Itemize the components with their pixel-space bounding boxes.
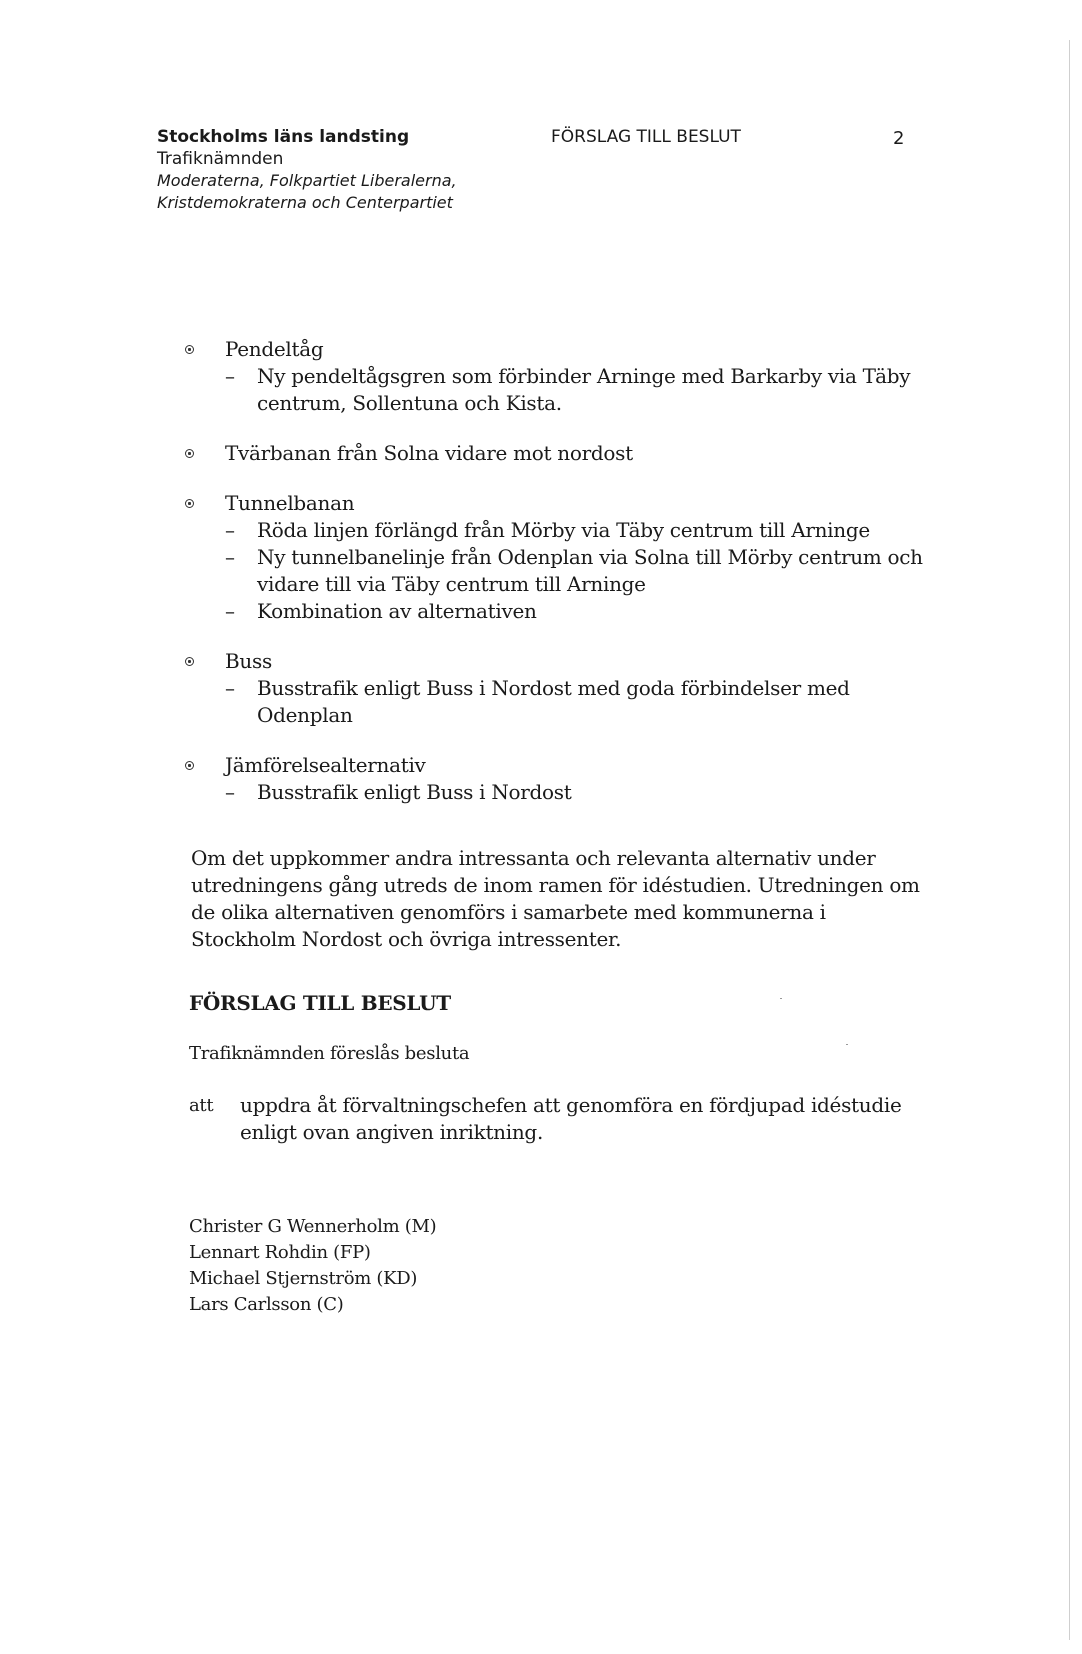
alternative-title: Tunnelbanan bbox=[225, 491, 355, 515]
decision-clause bbox=[189, 1092, 929, 1146]
organization-name: Stockholms läns landsting bbox=[157, 127, 410, 147]
dash-icon: – bbox=[225, 545, 235, 569]
alternative-buss bbox=[185, 648, 925, 729]
bullet-icon bbox=[185, 449, 194, 458]
list-item: – Kombination av alternativen bbox=[225, 599, 537, 623]
sub-items bbox=[225, 779, 925, 806]
list-item: – Ny tunnelbanelinje från Odenplan via Solna till Mörby centrum och vidare till via Täby centrum till Arninge bbox=[225, 545, 923, 596]
alternative-title: Jämförelsealternativ bbox=[225, 753, 426, 777]
sub-items bbox=[225, 363, 925, 417]
list-item: – Busstrafik enligt Buss i Nordost med goda förbindelser med Odenplan bbox=[225, 676, 850, 727]
list-item: – Ny pendeltågsgren som förbinder Arninge med Barkarby via Täby centrum, Sollentuna och Kista. bbox=[225, 364, 911, 415]
signatory: Christer G Wennerholm (M) bbox=[189, 1216, 437, 1237]
signatory: Lars Carlsson (C) bbox=[189, 1294, 344, 1315]
alternative-jamforelse bbox=[185, 752, 925, 806]
sub-items bbox=[225, 675, 925, 729]
bullet-icon bbox=[185, 499, 194, 508]
dash-icon: – bbox=[225, 676, 235, 700]
dash-icon: – bbox=[225, 780, 235, 804]
body-paragraph: Om det uppkommer andra intressanta och relevanta alternativ under utredningens gång utreds de inom ramen för idéstudien. Utredningen om de olika alternativen genomförs i samarbete med kommunerna i Stockholm Nordost och övriga intressenter. bbox=[191, 846, 920, 951]
bullet-icon bbox=[185, 657, 194, 666]
letterhead bbox=[157, 126, 917, 214]
department-name: Trafiknämnden bbox=[157, 149, 284, 169]
dash-icon: – bbox=[225, 364, 235, 388]
list-item: – Busstrafik enligt Buss i Nordost bbox=[225, 780, 572, 804]
proposer-line: Trafiknämnden föreslås besluta bbox=[189, 1043, 470, 1064]
page-edge bbox=[1069, 40, 1070, 1640]
decision-text: uppdra åt förvaltningschefen att genomföra en fördjupad idéstudie enligt ovan angiven inriktning. bbox=[240, 1093, 902, 1144]
signature-list bbox=[189, 1214, 436, 1318]
att-label: att bbox=[189, 1095, 214, 1116]
alternative-tunnelbanan bbox=[185, 490, 925, 625]
signatory: Michael Stjernström (KD) bbox=[189, 1268, 418, 1289]
list-item: – Röda linjen förlängd från Mörby via Täby centrum till Arninge bbox=[225, 518, 870, 542]
page-number: 2 bbox=[893, 128, 905, 149]
bullet-icon bbox=[185, 761, 194, 770]
parties-line-2: Kristdemokraterna och Centerpartiet bbox=[157, 193, 453, 212]
signatory: Lennart Rohdin (FP) bbox=[189, 1242, 371, 1263]
scan-speck bbox=[846, 1044, 848, 1045]
alternative-title: Buss bbox=[225, 649, 272, 673]
alternative-pendeltag bbox=[185, 336, 925, 417]
sub-items bbox=[225, 517, 925, 625]
section-heading: FÖRSLAG TILL BESLUT bbox=[189, 991, 451, 1015]
alternative-title: Tvärbanan från Solna vidare mot nordost bbox=[225, 441, 633, 465]
parties-line-1: Moderaterna, Folkpartiet Liberalerna, bbox=[157, 171, 457, 190]
bullet-icon bbox=[185, 345, 194, 354]
document-type: FÖRSLAG TILL BESLUT bbox=[551, 127, 741, 147]
alternative-title: Pendeltåg bbox=[225, 337, 324, 361]
dash-icon: – bbox=[225, 518, 235, 542]
scan-speck bbox=[780, 998, 782, 999]
alternatives-list bbox=[185, 336, 925, 829]
dash-icon: – bbox=[225, 599, 235, 623]
alternative-tvarbanan bbox=[185, 440, 925, 467]
